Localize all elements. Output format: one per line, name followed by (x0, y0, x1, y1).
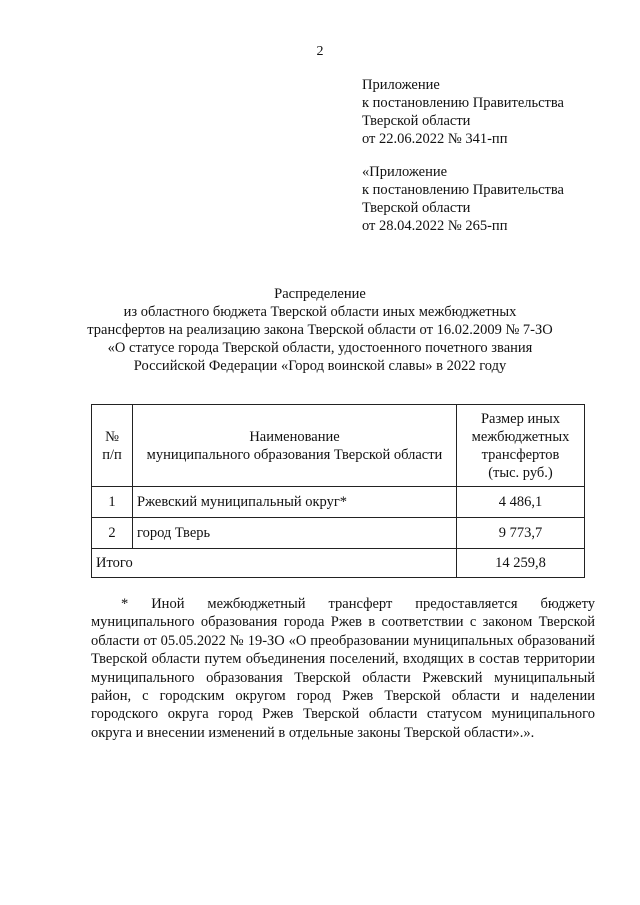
table-row (92, 487, 585, 518)
header-text: муниципального образования Тверской области (146, 446, 443, 463)
total-amount: 14 259,8 (457, 549, 585, 578)
cell-num: 1 (92, 487, 133, 518)
total-label: Итого (92, 549, 457, 578)
table-row (92, 518, 585, 549)
appendix-block-original (362, 163, 564, 235)
cell-name: Ржевский муниципальный округ* (133, 487, 457, 518)
header-cell-num (92, 405, 133, 487)
appendix-line: от 28.04.2022 № 265-пп (362, 218, 508, 234)
table-header-row (92, 405, 585, 487)
page-number: 2 (316, 44, 324, 59)
header-text: (тыс. руб.) (488, 464, 553, 481)
title-line: трансфертов на реализацию закона Тверской области от 16.02.2009 № 7-ЗО (87, 322, 553, 338)
footnote (91, 595, 595, 742)
distribution-table (91, 404, 585, 578)
header-cell-amount (457, 405, 585, 487)
title-line: Российской Федерации «Город воинской славы» в 2022 году (133, 358, 507, 374)
appendix-line: Тверской области (362, 200, 471, 216)
appendix-line: «Приложение (362, 164, 448, 180)
appendix-block-current (362, 76, 564, 148)
appendix-line: к постановлению Правительства (362, 182, 564, 198)
cell-num: 2 (92, 518, 133, 549)
appendix-line: к постановлению Правительства (362, 95, 564, 111)
header-text: межбюджетных (471, 428, 570, 445)
cell-amount: 4 486,1 (457, 487, 585, 518)
header-text: трансфертов (481, 446, 560, 463)
cell-name: город Тверь (133, 518, 457, 549)
cell-amount: 9 773,7 (457, 518, 585, 549)
title-line: «О статусе города Тверской области, удостоенного почетного звания (107, 340, 533, 356)
header-text: Размер иных (480, 410, 561, 427)
header-text: п/п (102, 446, 122, 463)
header-text: Наименование (249, 428, 340, 445)
header-text: № (105, 428, 119, 445)
title-line: из областного бюджета Тверской области иных межбюджетных (123, 304, 517, 320)
appendix-line: Тверской области (362, 113, 471, 129)
footnote-text: * Иной межбюджетный трансферт предоставляется бюджету муниципального образования города Ржев в соответствии с законом Тверской области от 05.05.2022 № 19-ЗО «О преобразовании муниципальных образований Тверской области путем объединения поселений, входящих в состав территории муниципального образования Тверской области Ржевский муниципальный район, с городским округом город Ржев Тверской области и наделении городского округа город Ржев Тверской области статусом муниципального округа и внесении изменений в отдельные законы Тверской области».». (91, 596, 595, 741)
document-title (60, 285, 580, 375)
table-total-row (92, 549, 585, 578)
title-line: Распределение (274, 286, 366, 302)
appendix-line: Приложение (362, 77, 440, 93)
appendix-line: от 22.06.2022 № 341-пп (362, 131, 508, 147)
header-cell-name (133, 405, 457, 487)
